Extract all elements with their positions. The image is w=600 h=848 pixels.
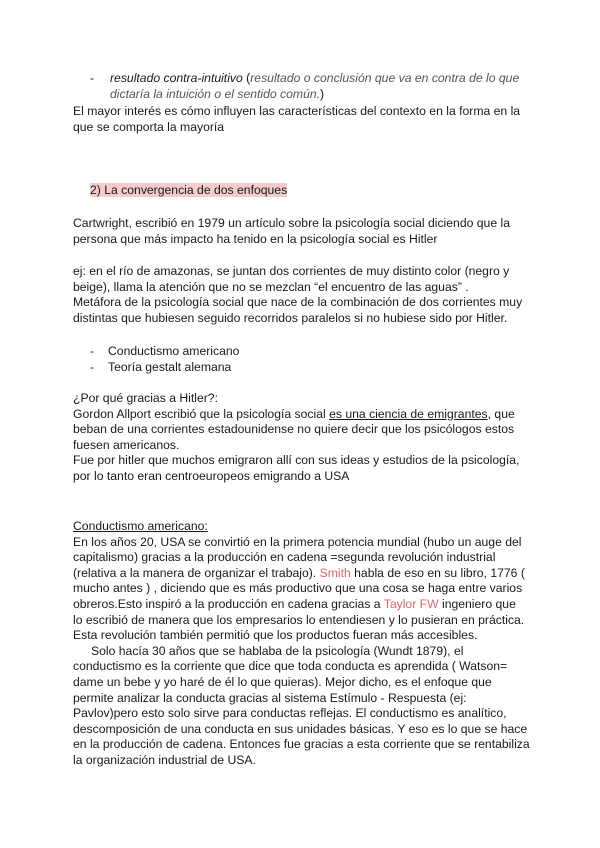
underlined-phrase: es una ciencia de emigrantes [329, 406, 488, 421]
bullet-dash: - [90, 71, 95, 85]
intro-bullet-line1 [110, 71, 519, 87]
smith-line [73, 566, 531, 582]
text-line: beige), llama la atención que no se mezclan “el encuentro de las aguas” . [73, 279, 469, 294]
list-item-label: Conductismo americano [108, 344, 240, 358]
name-taylor: Taylor FW [383, 596, 439, 611]
term-explanation-1: resultado o conclusión que va en contra de lo que [250, 71, 520, 85]
text-line: El mayor interés es cómo influyen las características del contexto en la forma en la [73, 104, 521, 118]
text-line: Pavlov)pero esto solo sirve para conductas reflejas. El conductismo es analítico, [73, 706, 507, 721]
text-line: en la producción de cadena. Entonces fue gracias a esta corriente que se rentabiliza [73, 737, 530, 752]
text-fragment: obreros.Esto inspiró a la producción en cadena gracias a [73, 596, 384, 611]
paren-open: ( [242, 71, 251, 85]
text-line: que se comporta la mayoría [73, 119, 225, 134]
text-line: Cartwright, escribió en 1979 un artículo sobre la psicología social diciendo que la [73, 216, 510, 230]
term-label: resultado contra-intuitivo [110, 71, 243, 85]
bullet-dash: - [90, 360, 95, 374]
taylor-line [73, 597, 531, 613]
text-line: conductismo es la corriente que dice que toda conducta es aprendida ( Watson= [73, 659, 508, 674]
cartwright-paragraph [73, 216, 531, 247]
paren-close: ) [320, 87, 325, 101]
text-line: fuesen americanos. [73, 437, 180, 452]
subsection-heading: Conductismo americano: [73, 519, 208, 533]
text-line: Metáfora de la psicología social que nace de la combinación de dos corrientes muy [73, 295, 523, 310]
conductismo-section [73, 519, 531, 769]
amazon-paragraph [73, 264, 531, 326]
text-line: por lo tanto eran centroeuropeos emigrando a USA [73, 468, 350, 483]
text-fragment: ingeniero que [438, 596, 516, 611]
list-item-label: Teoría gestalt alemana [108, 360, 232, 374]
text-line: Esta revolución también permitió que los productos fueran más accesibles. [73, 628, 478, 643]
allport-paragraph [73, 391, 531, 485]
text-line: dame un bebe y yo haré de él lo que quieras). Mejor dicho, es el enfoque que [73, 674, 492, 689]
section-heading [90, 183, 287, 199]
text-line: lo escribió de manera que los empresarios lo entendiesen y lo pusieran en práctica. [73, 612, 525, 627]
text-line: capitalismo) gracias a la producción en cadena =segunda revolución industrial [73, 550, 496, 565]
intro-bullet-line2 [110, 87, 324, 103]
text-line: beban de una corrientes estadounidense no quiere decir que los psicólogos estos [73, 422, 515, 437]
text-line: En los años 20, USA se convirtió en la primera potencia mundial (hubo un auge del [73, 534, 522, 549]
bullet-dash: - [90, 344, 95, 358]
text-fragment: , que [487, 406, 515, 421]
text-line: distintas que hubiesen seguido recorridos paralelos si no hubiese sido por Hitler. [73, 310, 508, 325]
allport-line [73, 407, 531, 423]
question-line: ¿Por qué gracias a Hitler?: [73, 391, 218, 405]
text-line: Fue por hitler que muchos emigraron allí con sus ideas y estudios de la psicología, [73, 453, 520, 468]
text-line: permite analizar la conducta gracias al sistema Estímulo - Respuesta (ej: [73, 690, 467, 705]
text-fragment: Gordon Allport escribió que la psicología social [73, 406, 330, 421]
intro-paragraph [73, 104, 531, 135]
text-fragment: (relativa a la manera de organizar el trabajo). [73, 565, 320, 580]
text-line: mucho antes ) , diciendo que es más productivo que una cosa se haga entre varios [73, 581, 523, 596]
section-heading-text: 2) La convergencia de dos enfoques [90, 183, 288, 197]
term-explanation-2: dictaría la intuición o el sentido común. [110, 87, 321, 101]
text-line: Solo hacía 30 años que se hablaba de la psicología (Wundt 1879), el [91, 643, 464, 658]
text-line: ej: en el río de amazonas, se juntan dos corrientes de muy distinto color (negro y [73, 264, 510, 278]
name-smith: Smith [319, 565, 351, 580]
text-line: descomposición de una conducta en sus unidades básicas. Y eso es lo que se hace [73, 721, 528, 736]
text-fragment: habla de eso en su libro, 1776 ( [350, 565, 525, 580]
text-line: la organización industrial de USA. [73, 752, 256, 767]
text-line: persona que más impacto ha tenido en la psicología social es Hitler [73, 231, 438, 246]
